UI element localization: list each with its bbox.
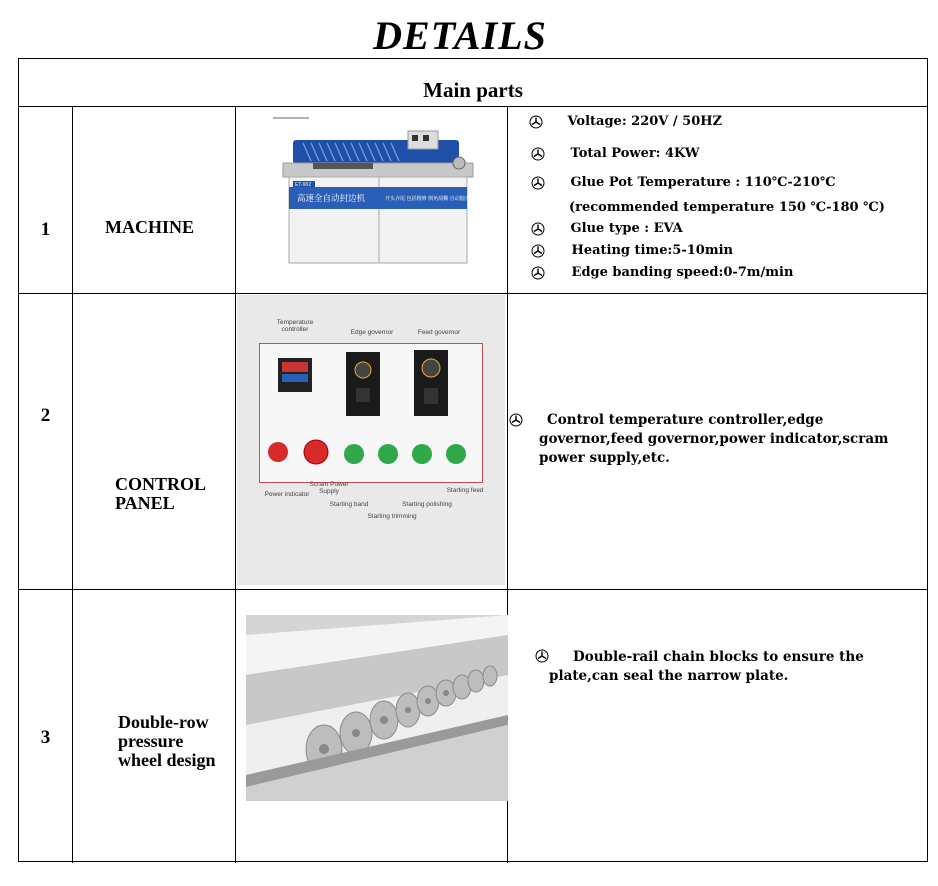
row-number: 2	[40, 405, 51, 426]
spec-text: Edge banding speed:0-7m/min	[571, 265, 794, 280]
spec-item	[529, 114, 722, 129]
page-title: DETAILS	[373, 13, 547, 58]
fan-icon	[531, 244, 545, 258]
spec-text: Glue Pot Temperature : 110℃-210℃	[570, 175, 836, 190]
fan-icon	[535, 649, 549, 663]
fan-icon	[509, 413, 523, 427]
label-edge-governor: Edge governor	[350, 329, 394, 336]
table-row	[19, 107, 927, 294]
part-name: Double-row pressure wheel design	[118, 712, 216, 770]
pressure-wheel-image	[246, 615, 508, 801]
row-number: 3	[40, 727, 51, 748]
machine-banner-sub-text: 开头齐尾 包括精修 倒角刮糊 自动抛光	[385, 196, 470, 202]
table-row	[19, 589, 927, 863]
machine-image	[263, 115, 475, 265]
fan-icon	[531, 176, 545, 190]
label-temp-controller: Temperature controller	[276, 319, 314, 333]
label-starting-trimming: Starting trimming	[367, 513, 417, 520]
spec-text: Total Power: 4KW	[570, 146, 700, 161]
label-scram: Scram Power Supply	[309, 481, 349, 495]
part-name: CONTROL PANEL	[115, 474, 207, 513]
part-description: Control temperature controller,edge governor,feed governor,power indicator,scram power supply,etc.	[539, 412, 889, 466]
spec-item	[531, 175, 836, 190]
label-starting-feed: Starting feed	[446, 487, 484, 494]
spec-item	[531, 265, 793, 280]
table-row	[19, 293, 927, 590]
spec-item	[531, 221, 683, 236]
label-starting-polishing: Starting polishing	[402, 501, 452, 508]
spec-item	[531, 243, 733, 258]
part-name: MACHINE	[105, 217, 194, 237]
spec-text: Heating time:5-10min	[571, 243, 733, 258]
fan-icon	[531, 147, 545, 161]
row-number: 1	[40, 219, 51, 240]
spec-text: Voltage: 220V / 50HZ	[567, 114, 723, 129]
spec-item	[531, 146, 700, 161]
table-header: Main parts	[19, 59, 927, 107]
machine-banner-text: 高速全自动封边机	[297, 194, 366, 204]
spec-text: Glue type : EVA	[570, 221, 683, 236]
control-panel-image	[237, 295, 505, 585]
machine-plate-text: ET-902	[295, 182, 312, 188]
fan-icon	[529, 115, 543, 129]
fan-icon	[531, 222, 545, 236]
details-table	[18, 58, 928, 862]
part-description: Double-rail chain blocks to ensure the plate,can seal the narrow plate.	[549, 649, 864, 684]
spec-text: (recommended temperature 150 ℃-180 ℃)	[569, 200, 885, 215]
control-panel-graphic	[260, 344, 482, 482]
label-feed-governor: Feed governor	[417, 329, 461, 336]
fan-icon	[531, 266, 545, 280]
label-power-indicator: Power indicator	[264, 491, 310, 498]
label-starting-band: Starting band	[329, 501, 369, 508]
